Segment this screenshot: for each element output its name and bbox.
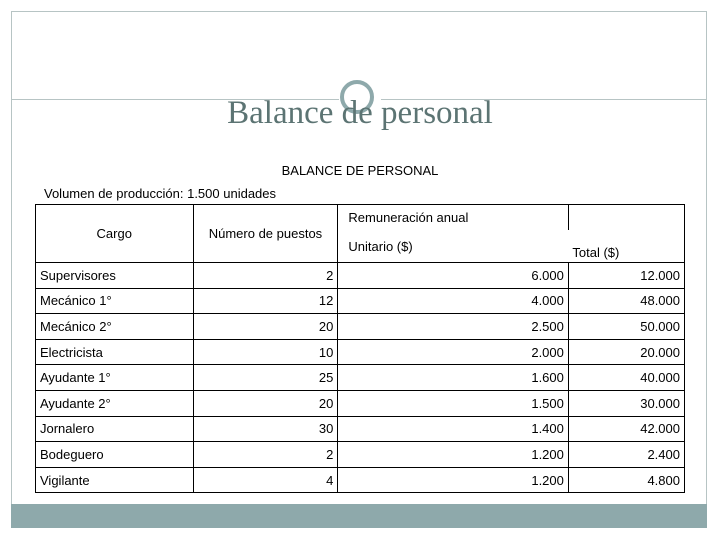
table-row — [36, 263, 685, 289]
cell-unitario: 2.500 — [338, 314, 569, 340]
cell-cargo: Ayudante 2° — [36, 390, 194, 416]
cell-total: 2.400 — [568, 442, 684, 468]
cell-numero: 30 — [193, 416, 338, 442]
header-row-1 — [36, 205, 685, 231]
cell-unitario: 1.200 — [338, 442, 569, 468]
table-row — [36, 416, 685, 442]
personnel-table — [35, 204, 685, 493]
cell-total: 20.000 — [568, 339, 684, 365]
table-title: BALANCE DE PERSONAL — [281, 163, 439, 178]
cell-numero: 2 — [193, 263, 338, 289]
cell-unitario: 6.000 — [338, 263, 569, 289]
table-body — [36, 263, 685, 493]
table-row — [36, 365, 685, 391]
cell-total: 12.000 — [568, 263, 684, 289]
slide-title: Balance de personal — [227, 95, 493, 131]
table-row — [36, 339, 685, 365]
header-total: Total ($) — [568, 230, 684, 263]
cell-total: 40.000 — [568, 365, 684, 391]
table-row — [36, 390, 685, 416]
production-volume: Volumen de producción: 1.500 unidades — [44, 186, 277, 201]
cell-cargo: Mecánico 1° — [36, 288, 194, 314]
cell-cargo: Bodeguero — [36, 442, 194, 468]
cell-numero: 10 — [193, 339, 338, 365]
table-row — [36, 288, 685, 314]
table-row — [36, 442, 685, 468]
footer-bar — [11, 504, 707, 528]
cell-cargo: Mecánico 2° — [36, 314, 194, 340]
header-cargo: Cargo — [36, 205, 194, 263]
cell-cargo: Supervisores — [36, 263, 194, 289]
cell-numero: 20 — [193, 390, 338, 416]
cell-unitario: 1.200 — [338, 467, 569, 493]
header-total-top — [568, 205, 684, 231]
cell-unitario: 1.500 — [338, 390, 569, 416]
cell-numero: 12 — [193, 288, 338, 314]
header-numero: Número de puestos — [193, 205, 338, 263]
cell-numero: 25 — [193, 365, 338, 391]
cell-unitario: 1.400 — [338, 416, 569, 442]
cell-cargo: Electricista — [36, 339, 194, 365]
cell-unitario: 2.000 — [338, 339, 569, 365]
cell-numero: 20 — [193, 314, 338, 340]
cell-total: 48.000 — [568, 288, 684, 314]
cell-cargo: Vigilante — [36, 467, 194, 493]
cell-total: 50.000 — [568, 314, 684, 340]
cell-numero: 4 — [193, 467, 338, 493]
table-row — [36, 467, 685, 493]
header-remuneracion: Remuneración anual — [338, 205, 569, 231]
cell-cargo: Ayudante 1° — [36, 365, 194, 391]
cell-numero: 2 — [193, 442, 338, 468]
cell-total: 30.000 — [568, 390, 684, 416]
header-unitario: Unitario ($) — [338, 230, 569, 263]
cell-unitario: 4.000 — [338, 288, 569, 314]
cell-unitario: 1.600 — [338, 365, 569, 391]
table-row — [36, 314, 685, 340]
cell-total: 42.000 — [568, 416, 684, 442]
cell-cargo: Jornalero — [36, 416, 194, 442]
cell-total: 4.800 — [568, 467, 684, 493]
